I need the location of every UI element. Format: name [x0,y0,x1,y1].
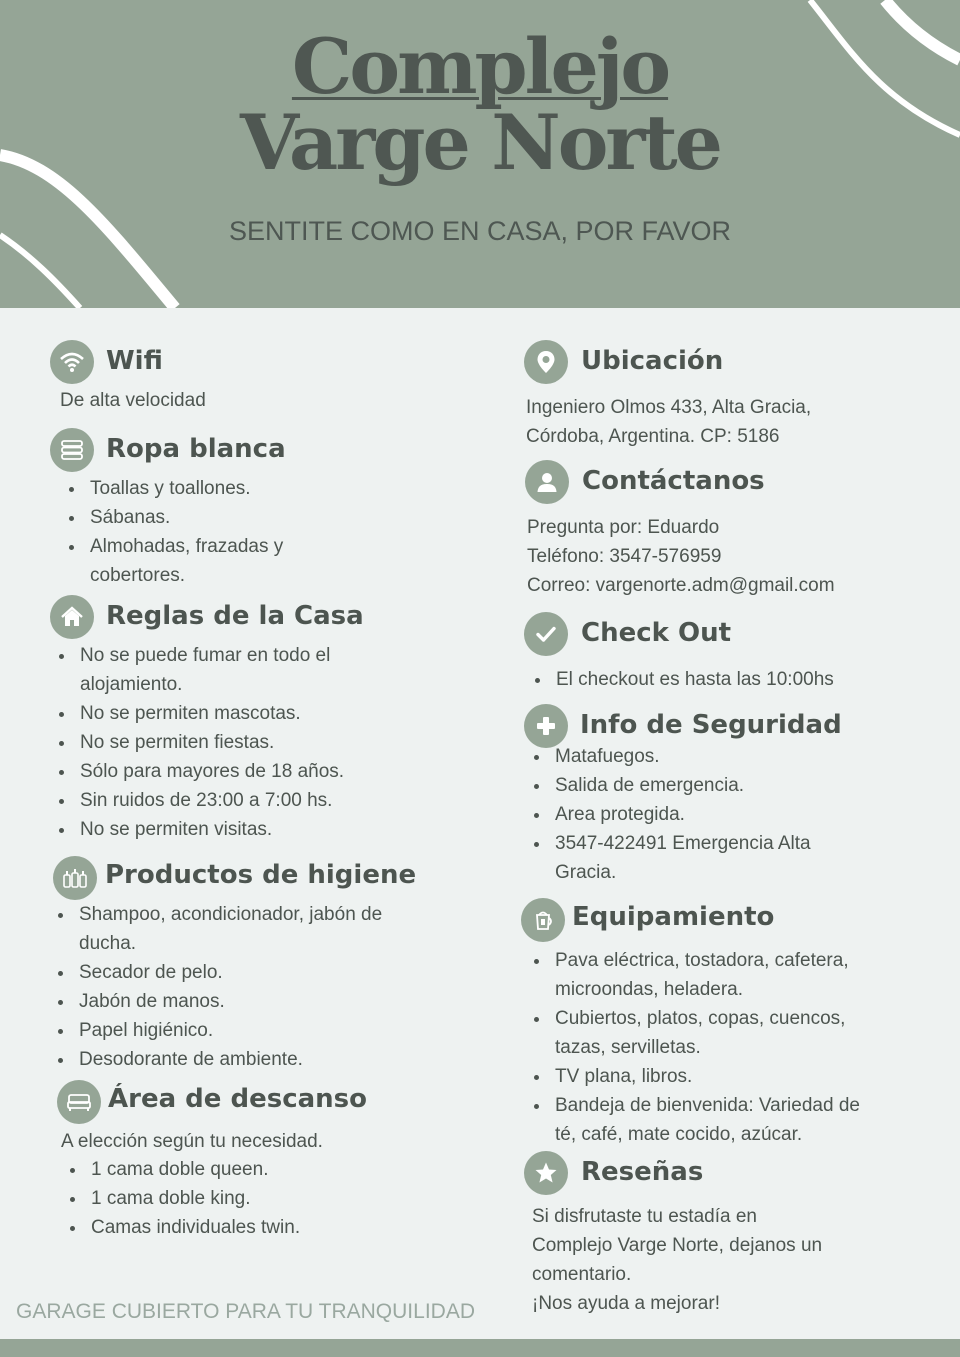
wifi-icon [50,340,94,384]
ubicacion-line-1: Ingeniero Olmos 433, Alta Gracia, [526,397,812,418]
kettle-icon [521,898,565,942]
list-item: 1 cama doble queen. [61,1155,381,1184]
list-item: Almohadas, frazadas y cobertores. [60,532,350,590]
footer-bar [0,1339,960,1357]
contacto-line-2: Teléfono: 3547-576959 [527,546,722,567]
title-line-2: Varge Norte [240,98,720,187]
list-item: No se permiten mascotas. [50,699,390,728]
list-item: Jabón de manos. [49,987,399,1016]
resenas-line-4: ¡Nos ayuda a mejorar! [532,1293,720,1314]
equipamiento-list [525,946,880,1149]
ropa-title: Ropa blanca [106,434,286,464]
garage-footer-text: GARAGE CUBIERTO PARA TU TRANQUILIDAD [16,1300,475,1323]
title-line-1: Complejo [291,22,669,111]
list-item: 1 cama doble king. [61,1184,381,1213]
bed-icon [57,1080,101,1124]
house-icon [50,595,94,639]
tagline: SENTITE COMO EN CASA, POR FAVOR [228,216,732,246]
wifi-title: Wifi [106,346,163,376]
reglas-title: Reglas de la Casa [106,601,364,631]
checkout-list [526,665,906,694]
list-item: Toallas y toallones. [60,474,350,503]
ropa-list [60,474,350,590]
list-item: No se permiten visitas. [50,815,390,844]
resenas-title: Reseñas [581,1157,704,1187]
bottles-icon [53,856,97,900]
list-item: No se permiten fiestas. [50,728,390,757]
list-item: No se puede fumar en todo el alojamiento. [50,641,390,699]
list-item: Camas individuales twin. [61,1213,381,1242]
list-item: Desodorante de ambiente. [49,1045,399,1074]
contacto-line-3: Correo: vargenorte.adm@gmail.com [527,575,835,596]
descanso-intro: A elección según tu necesidad. [61,1131,323,1152]
ubicacion-line-2: Córdoba, Argentina. CP: 5186 [526,426,780,447]
ubicacion-title: Ubicación [581,346,724,376]
towels-icon [50,428,94,472]
descanso-list [61,1155,381,1242]
list-item: Secador de pelo. [49,958,399,987]
list-item: Salida de emergencia. [525,771,865,800]
resenas-line-2: Complejo Varge Norte, dejanos un [532,1235,823,1256]
list-item: Area protegida. [525,800,865,829]
location-pin-icon [524,340,568,384]
equipamiento-title: Equipamiento [572,902,775,932]
contacto-title: Contáctanos [582,466,765,496]
list-item: Matafuegos. [525,742,865,771]
list-item: TV plana, libros. [525,1062,880,1091]
list-item: Papel higiénico. [49,1016,399,1045]
resenas-line-3: comentario. [532,1264,632,1285]
header-banner [0,0,960,308]
higiene-list [49,900,399,1074]
seguridad-list [525,742,865,887]
star-icon [524,1151,568,1195]
user-icon [525,460,569,504]
list-item: Sólo para mayores de 18 años. [50,757,390,786]
resenas-line-1: Si disfrutaste tu estadía en [532,1206,757,1227]
wifi-text: De alta velocidad [60,390,206,411]
list-item: Pava eléctrica, tostadora, cafetera, microondas, heladera. [525,946,880,1004]
list-item: Bandeja de bienvenida: Variedad de té, café, mate cocido, azúcar. [525,1091,880,1149]
descanso-title: Área de descanso [108,1084,367,1114]
list-item: Sábanas. [60,503,350,532]
reglas-list [50,641,390,844]
seguridad-title: Info de Seguridad [580,710,842,740]
contacto-line-1: Pregunta por: Eduardo [527,517,720,538]
higiene-title: Productos de higiene [105,860,417,890]
list-item: Cubiertos, platos, copas, cuencos, tazas, servilletas. [525,1004,880,1062]
check-icon [524,612,568,656]
list-item: 3547-422491 Emergencia Alta Gracia. [525,829,865,887]
list-item: El checkout es hasta las 10:00hs [526,665,906,694]
list-item: Sin ruidos de 23:00 a 7:00 hs. [50,786,390,815]
checkout-title: Check Out [581,618,732,648]
list-item: Shampoo, acondicionador, jabón de ducha. [49,900,399,958]
